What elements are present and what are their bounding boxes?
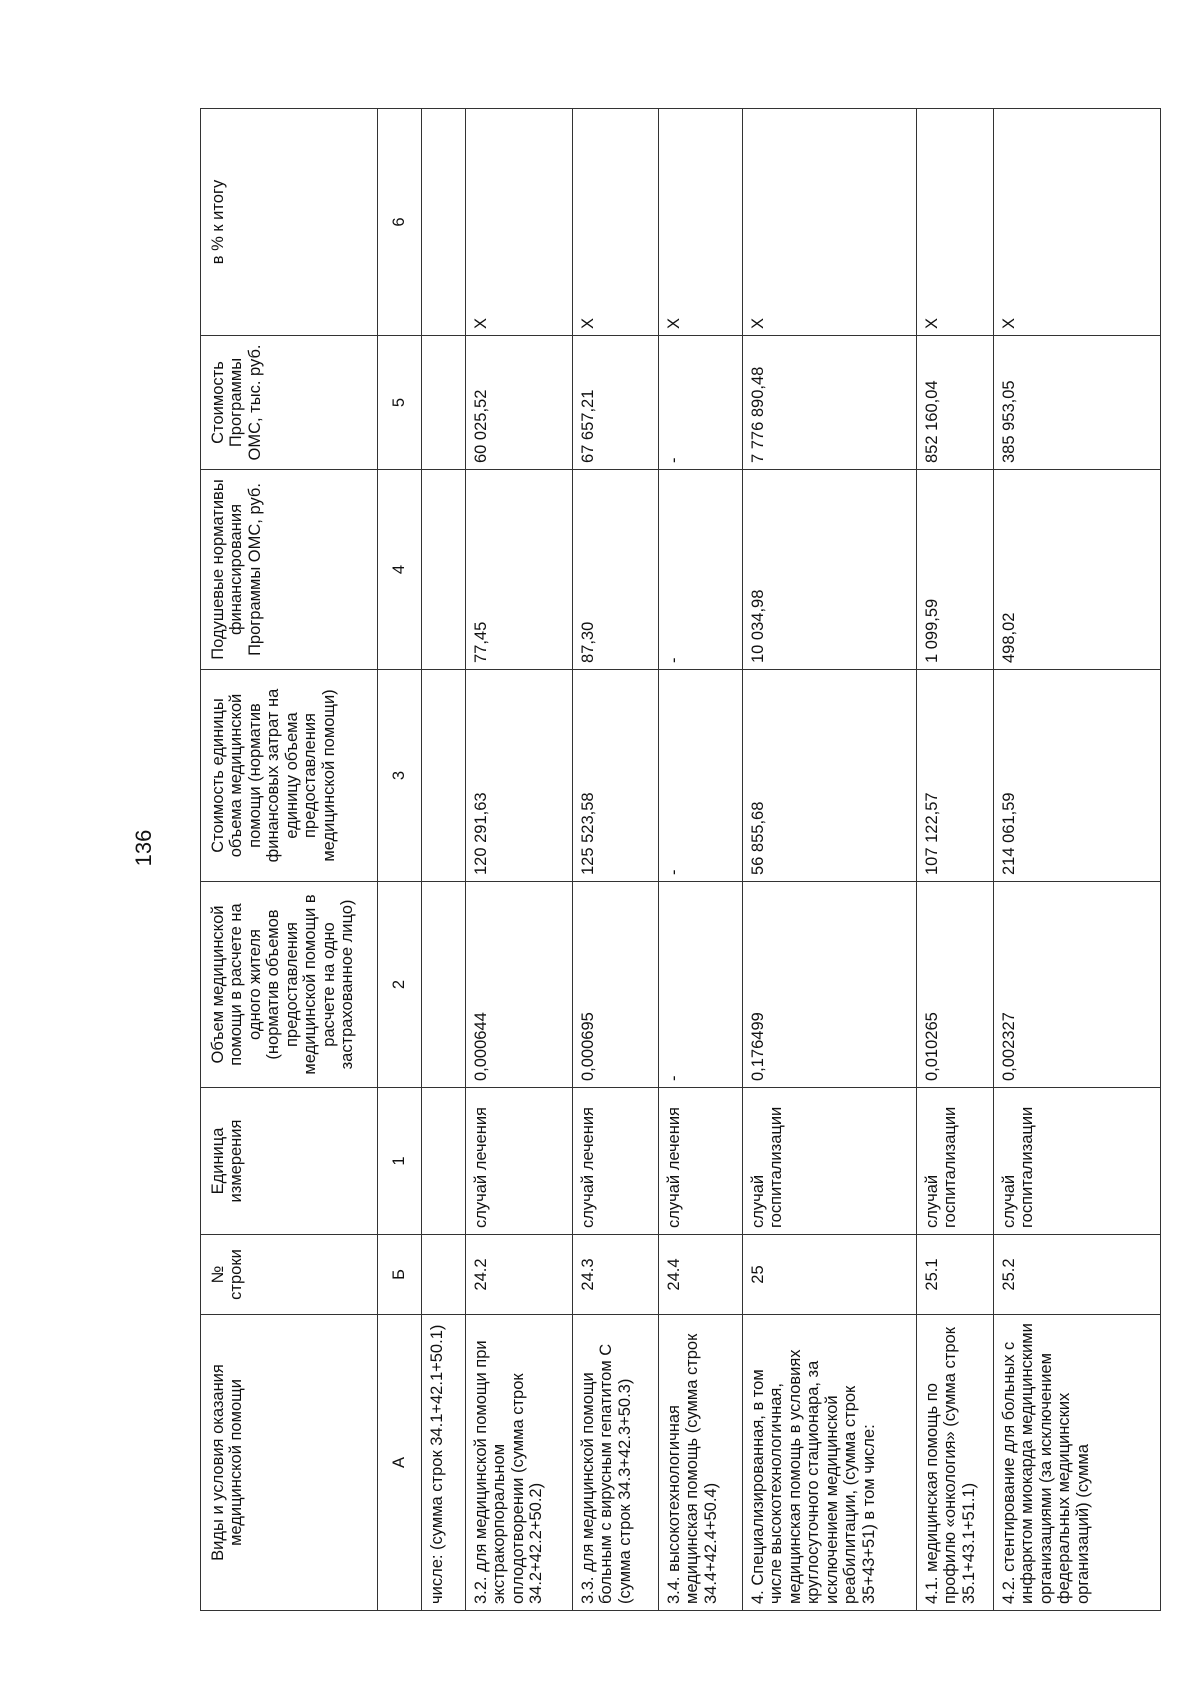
cell-total-cost: 67 657,21 bbox=[573, 336, 659, 470]
header-unit: Единица измерения bbox=[201, 1088, 378, 1235]
cell-total-cost bbox=[422, 336, 466, 470]
cell-per-capita: 498,02 bbox=[994, 470, 1161, 670]
header-total-cost: Стоимость Программы ОМС, тыс. руб. bbox=[201, 336, 378, 470]
cell-percent: X bbox=[743, 109, 917, 336]
cell-percent: X bbox=[917, 109, 994, 336]
header-volume: Объем медицинской помощи в расчете на одного жителя (норматив объемов предоставления медицинской помощи в расчете на одно застрахованное лицо) bbox=[201, 882, 378, 1088]
header-row bbox=[201, 109, 378, 1611]
cell-volume: 0,000695 bbox=[573, 882, 659, 1088]
cell-percent: X bbox=[994, 109, 1161, 336]
header-type: Виды и условия оказания медицинской помощи bbox=[201, 1315, 378, 1611]
cell-per-capita: - bbox=[659, 470, 743, 670]
cell-row-number: 24.4 bbox=[659, 1235, 743, 1315]
header-row-number: № строки bbox=[201, 1235, 378, 1315]
cell-per-capita: 10 034,98 bbox=[743, 470, 917, 670]
header-percent: в % к итогу bbox=[201, 109, 378, 336]
cell-per-capita: 1 099,59 bbox=[917, 470, 994, 670]
column-index: 3 bbox=[378, 670, 422, 882]
cell-unit: случай лечения bbox=[466, 1088, 573, 1235]
cell-total-cost: 385 953,05 bbox=[994, 336, 1161, 470]
cell-row-number: 25.2 bbox=[994, 1235, 1161, 1315]
cell-type: 4.2. стентирование для больных с инфарктом миокарда медицинскими организациями (за исключением федеральных медицинских организаций) (сумма bbox=[994, 1315, 1161, 1611]
table-row bbox=[743, 109, 917, 1611]
cell-unit-cost: 125 523,58 bbox=[573, 670, 659, 882]
cell-per-capita: 87,30 bbox=[573, 470, 659, 670]
cell-percent: X bbox=[573, 109, 659, 336]
cell-unit: случай госпитализации bbox=[917, 1088, 994, 1235]
header-per-capita: Подушевые нормативы финансирования Программы ОМС, руб. bbox=[201, 470, 378, 670]
financing-table-container bbox=[200, 109, 1160, 1611]
cell-total-cost: - bbox=[659, 336, 743, 470]
cell-row-number: 24.3 bbox=[573, 1235, 659, 1315]
column-index-row bbox=[378, 109, 422, 1611]
cell-percent: X bbox=[659, 109, 743, 336]
cell-volume bbox=[422, 882, 466, 1088]
column-index: 2 bbox=[378, 882, 422, 1088]
cell-unit-cost: 120 291,63 bbox=[466, 670, 573, 882]
cell-total-cost: 60 025,52 bbox=[466, 336, 573, 470]
cell-row-number: 25.1 bbox=[917, 1235, 994, 1315]
cell-per-capita: 77,45 bbox=[466, 470, 573, 670]
table-row bbox=[994, 109, 1161, 1611]
cell-percent: X bbox=[466, 109, 573, 336]
cell-unit-cost: 214 061,59 bbox=[994, 670, 1161, 882]
column-index: 5 bbox=[378, 336, 422, 470]
cell-type: 3.4. высокотехнологичная медицинская помощь (сумма строк 34.4+42.4+50.4) bbox=[659, 1315, 743, 1611]
cell-unit: случай госпитализации bbox=[743, 1088, 917, 1235]
cell-unit: случай лечения bbox=[573, 1088, 659, 1235]
cell-unit-cost bbox=[422, 670, 466, 882]
cell-type: 4.1. медицинская помощь по профилю «онкология» (сумма строк 35.1+43.1+51.1) bbox=[917, 1315, 994, 1611]
table-row bbox=[573, 109, 659, 1611]
cell-unit: случай госпитализации bbox=[994, 1088, 1161, 1235]
cell-unit-cost: - bbox=[659, 670, 743, 882]
cell-type: 3.2. для медицинской помощи при экстракорпоральном оплодотворении (сумма строк 34.2+42.2+50.2) bbox=[466, 1315, 573, 1611]
cell-per-capita bbox=[422, 470, 466, 670]
table-row bbox=[466, 109, 573, 1611]
table-row bbox=[422, 109, 466, 1611]
cell-unit: случай лечения bbox=[659, 1088, 743, 1235]
column-index: Б bbox=[378, 1235, 422, 1315]
cell-type: 4. Специализированная, в том числе высокотехнологичная, медицинская помощь в условиях круглосуточного стационара, за исключением медицинской реабилитации, (сумма строк 35+43+51) в том числе: bbox=[743, 1315, 917, 1611]
cell-type: 3.3. для медицинской помощи больным с вирусным гепатитом С (сумма строк 34.3+42.3+50.3) bbox=[573, 1315, 659, 1611]
cell-unit-cost: 56 855,68 bbox=[743, 670, 917, 882]
cell-total-cost: 7 776 890,48 bbox=[743, 336, 917, 470]
cell-row-number: 24.2 bbox=[466, 1235, 573, 1315]
page-number: 136 bbox=[131, 829, 156, 867]
header-unit-cost: Стоимость единицы объема медицинской помощи (норматив финансовых затрат на единицу объема предоставления медицинской помощи) bbox=[201, 670, 378, 882]
cell-volume: 0,176499 bbox=[743, 882, 917, 1088]
table-row bbox=[917, 109, 994, 1611]
cell-type: числе: (сумма строк 34.1+42.1+50.1) bbox=[422, 1315, 466, 1611]
cell-volume: 0,010265 bbox=[917, 882, 994, 1088]
cell-row-number: 25 bbox=[743, 1235, 917, 1315]
cell-unit bbox=[422, 1088, 466, 1235]
column-index: 4 bbox=[378, 470, 422, 670]
financing-table bbox=[200, 108, 1161, 1611]
cell-percent bbox=[422, 109, 466, 336]
cell-volume: 0,000644 bbox=[466, 882, 573, 1088]
table-row bbox=[659, 109, 743, 1611]
cell-volume: - bbox=[659, 882, 743, 1088]
cell-row-number bbox=[422, 1235, 466, 1315]
cell-volume: 0,002327 bbox=[994, 882, 1161, 1088]
cell-unit-cost: 107 122,57 bbox=[917, 670, 994, 882]
cell-total-cost: 852 160,04 bbox=[917, 336, 994, 470]
column-index: 6 bbox=[378, 109, 422, 336]
column-index: 1 bbox=[378, 1088, 422, 1235]
column-index: А bbox=[378, 1315, 422, 1611]
